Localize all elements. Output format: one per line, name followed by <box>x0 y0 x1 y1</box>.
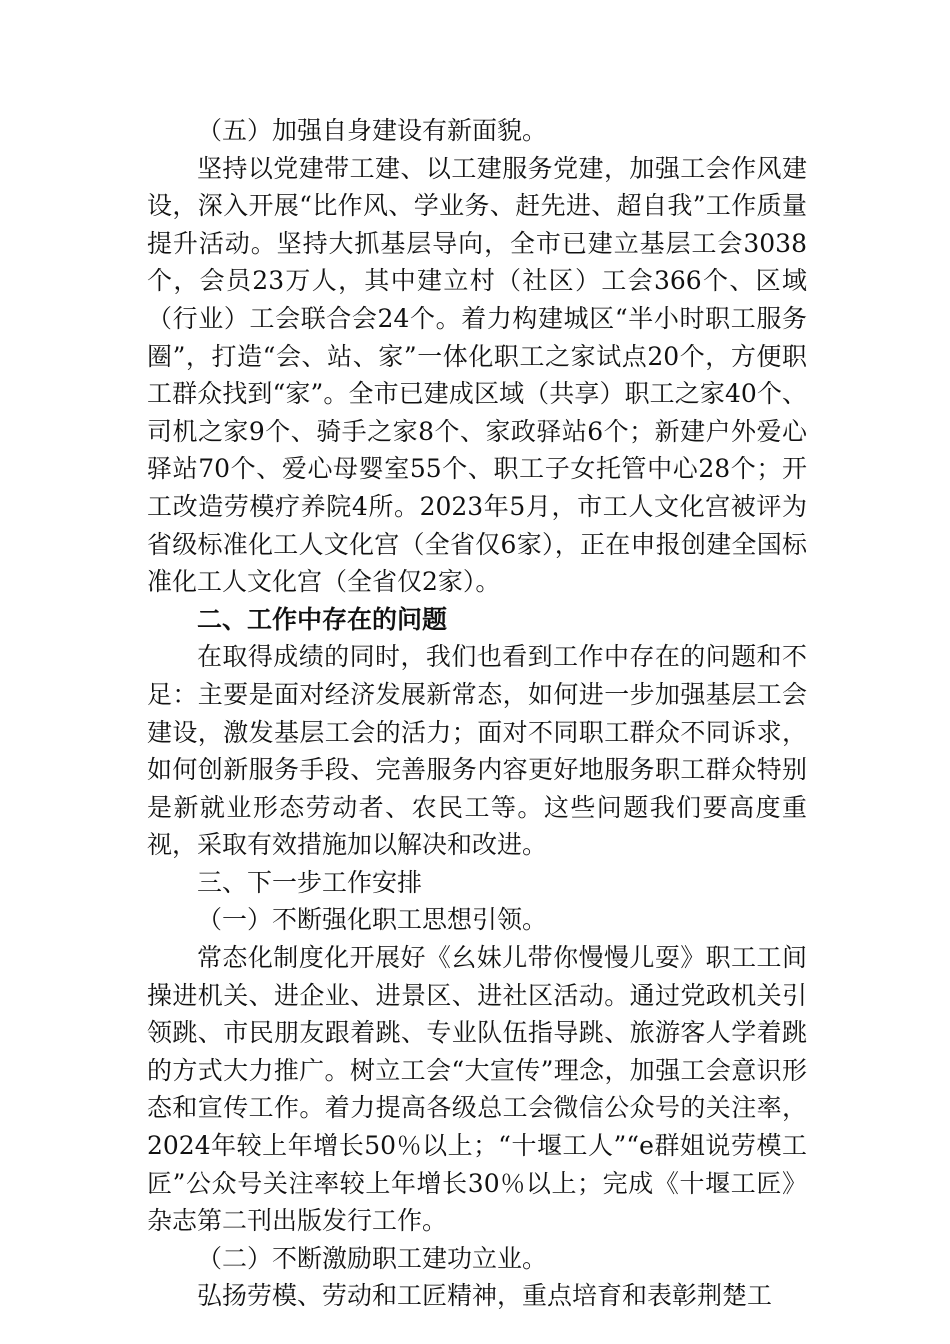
part-2-paragraph: 在取得成绩的同时，我们也看到工作中存在的问题和不足：主要是面对经济发展新常态，如何进一步加强基层工会建设，激发基层工会的活力；面对不同职工群众不同诉求，如何创新服务手段、完善服务内容更好地服务职工群众特别是新就业形态劳动者、农民工等。这些问题我们要高度重视，采取有效措施加以解决和改进。 <box>147 642 807 860</box>
part-2-heading: 二、工作中存在的问题 <box>197 604 448 634</box>
part-3-paragraph-1: 常态化制度化开展好《幺妹儿带你慢慢儿耍》职工工间操进机关、进企业、进景区、进社区活动。通过党政机关引领跳、市民朋友跟着跳、专业队伍指导跳、旅游客人学着跳的方式大力推广。树立工会“大宣传”理念，加强工会意识形态和宣传工作。着力提高各级总工会微信公众号的关注率，2024年较上年增长50％以上；“十堰工人”“e群姐说劳模工匠”公众号关注率较上年增长30％以上；完成《十堰工匠》杂志第二刊出版发行工作。 <box>147 943 807 1236</box>
section-5-paragraph: 坚持以党建带工建、以工建服务党建，加强工会作风建设，深入开展“比作风、学业务、赶先进、超自我”工作质量提升活动。坚持大抓基层导向，全市已建立基层工会3038个，会员23万人，其中建立村（社区）工会366个、区域（行业）工会联合会24个。着力构建城区“半小时职工服务圈”，打造“会、站、家”一体化职工之家试点20个，方便职工群众找到“家”。全市已建成区域（共享）职工之家40个、司机之家9个、骑手之家8个、家政驿站6个；新建户外爱心驿站70个、爱心母婴室55个、职工子女托管中心28个；开工改造劳模疗养院4所。2023年5月，市工人文化宫被评为省级标准化工人文化宫（全省仅6家），正在申报创建全国标准化工人文化宫（全省仅2家）。 <box>147 153 807 597</box>
part-3-heading: 三、下一步工作安排 <box>197 867 423 897</box>
part-3-subheading-1: （一）不断强化职工思想引领。 <box>197 905 548 935</box>
document-page <box>147 112 807 1315</box>
part-3-paragraph-2: 弘扬劳模、劳动和工匠精神，重点培育和表彰荆楚工 <box>197 1281 773 1311</box>
section-heading-5: （五）加强自身建设有新面貌。 <box>197 116 548 145</box>
part-3-subheading-2: （二）不断激励职工建功立业。 <box>197 1243 548 1273</box>
